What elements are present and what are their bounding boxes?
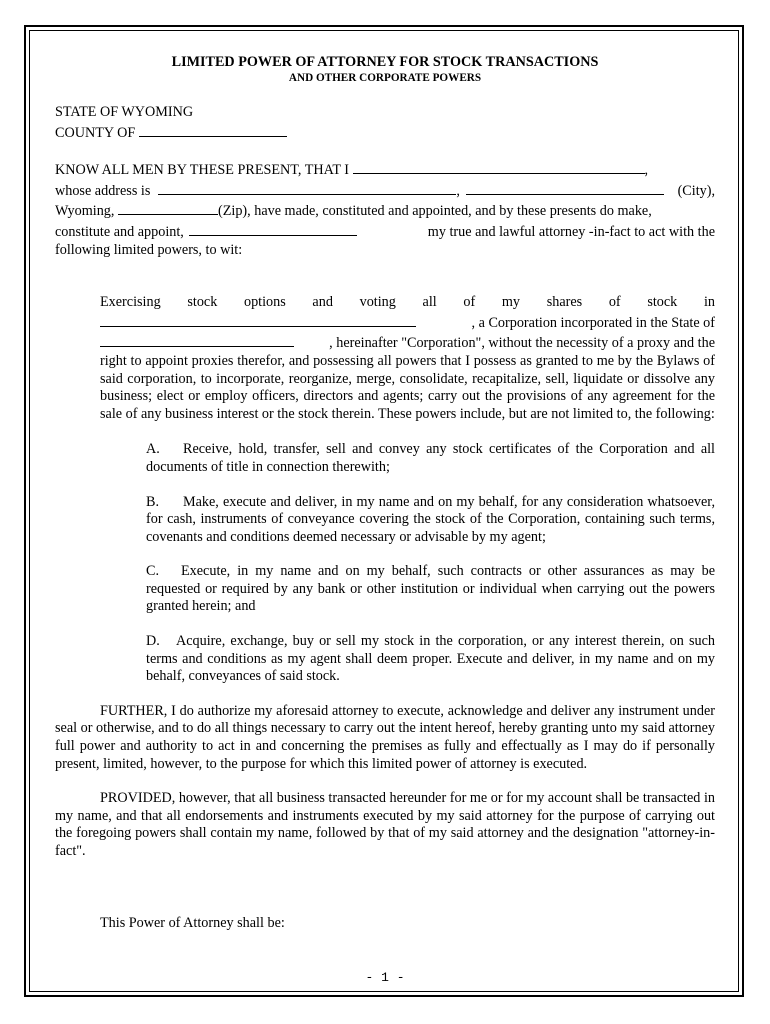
attorney-name-blank[interactable] <box>189 221 357 236</box>
zip-blank[interactable] <box>118 200 218 215</box>
item-c-body: Execute, in my name and on my behalf, such contracts or other assurances as may be requested or required by any bank or other institution or individual when carrying out the powers granted herein; and <box>146 563 715 615</box>
item-b-body: Make, execute and deliver, in my name and on my behalf, for any consideration whatsoever, for cash, instruments of conveyance covering the stock of the Corporation, containing such terms, covenants and conditions deemed necessary or advisable by my agent; <box>146 493 715 545</box>
exercise-rest: right to appoint proxies therefor, and possessing all powers that I possess as granted to me by the Bylaws of said corporation, to incorporate, reorganize, merge, consolidate, recapitalize, sell, liquidate or dissolve any business; elect or employ officers, directors and agents; carry out the provisions of any agreement for the sale of any business interest or the stock therein. These powers include, but are not limited to, the following: <box>100 352 715 422</box>
intro-line-3 <box>55 200 715 221</box>
state-line: STATE OF WYOMING <box>55 104 194 120</box>
corporation-name-blank[interactable] <box>100 312 416 327</box>
hereinafter-text: , hereinafter "Corporation", without the necessity of a proxy and the <box>329 335 715 352</box>
grantor-name-blank[interactable] <box>353 159 645 174</box>
county-line <box>55 122 715 143</box>
document-page <box>55 54 715 932</box>
comma: , <box>456 182 460 199</box>
intro-know-all: KNOW ALL MEN BY THESE PRESENT, THAT I <box>55 162 349 179</box>
corporation-text: , a Corporation incorporated in the State of <box>471 314 715 331</box>
constitute-label: constitute and appoint, <box>55 223 184 240</box>
zip-text: (Zip), have made, constituted and appointed, and by these presents do make, <box>217 203 652 220</box>
item-a-letter: A. <box>146 441 160 458</box>
wyoming-label: Wyoming, <box>55 203 115 220</box>
city-blank[interactable] <box>466 180 664 195</box>
county-label: COUNTY OF <box>55 124 136 141</box>
item-d-body: Acquire, exchange, buy or sell my stock in the corporation, or any interest therein, on such terms and conditions as my agent shall deem proper. Execute and deliver, in my name and on my behalf, conveyances of said stock. <box>146 633 715 685</box>
shall-be-line: This Power of Attorney shall be: <box>100 914 285 931</box>
item-c-letter: C. <box>146 563 160 580</box>
exercise-line-1: Exercising stock options and voting all of my shares of stock in <box>100 294 715 311</box>
attorney-text: my true and lawful attorney -in-fact to act with the <box>427 223 715 240</box>
document-title: LIMITED POWER OF ATTORNEY FOR STOCK TRANSACTIONS <box>171 54 599 70</box>
item-a-body: Receive, hold, transfer, sell and convey any stock certificates of the Corporation and all documents of title in connection therewith; <box>146 441 715 475</box>
intro-line-5: following limited powers, to wit: <box>55 241 243 258</box>
item-c <box>146 563 715 616</box>
state-incorporation-blank[interactable] <box>100 332 294 347</box>
address-label: whose address is <box>55 182 151 199</box>
exercise-line-3 <box>100 332 715 353</box>
intro-line-2 <box>55 180 715 201</box>
item-b-text <box>146 494 715 547</box>
item-a-text <box>146 441 715 476</box>
city-label: (City), <box>677 182 715 199</box>
address-blank[interactable] <box>158 180 456 195</box>
item-d <box>146 633 715 686</box>
provided-paragraph: PROVIDED, however, that all business transacted hereunder for me or for my account shall be transacted in my name, and that all endorsements and instruments executed by my said attorney for the purpose of carrying out the foregoing powers shall contain my name, followed by that of my said attorney and the designation "attorney-in-fact". <box>55 790 715 859</box>
exercise-line-2 <box>100 312 715 333</box>
page-number: - 1 - <box>365 970 405 985</box>
item-a <box>146 441 715 476</box>
item-b-letter: B. <box>146 493 160 510</box>
exercise-paragraph <box>100 294 715 423</box>
comma: , <box>644 162 649 179</box>
item-b <box>146 494 715 547</box>
document-subtitle: AND OTHER CORPORATE POWERS <box>288 72 482 84</box>
item-c-text <box>146 563 715 616</box>
intro-line-1 <box>55 159 715 180</box>
county-blank[interactable] <box>139 122 287 137</box>
item-d-text <box>146 633 715 686</box>
item-d-letter: D. <box>146 633 160 650</box>
intro-line-4 <box>55 221 715 242</box>
further-paragraph: FURTHER, I do authorize my aforesaid attorney to execute, acknowledge and deliver any instrument under seal or otherwise, and to do all things necessary to carry out the intent hereof, hereby granting unto my said attorney full power and authority to act in and concerning the premises as fully and effectually as I may do if personally present, limited, however, to the purpose for which this limited power of attorney is executed. <box>55 702 715 772</box>
